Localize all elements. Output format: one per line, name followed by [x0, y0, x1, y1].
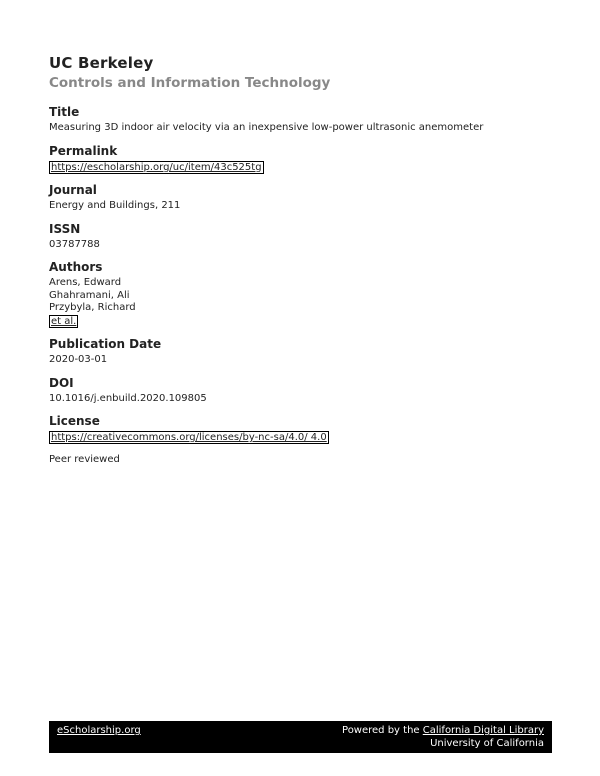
author-name: Ghahramani, Ali: [49, 289, 130, 301]
publication-date-field: [49, 337, 569, 367]
permalink-label: Permalink: [49, 143, 118, 158]
authors-field: [49, 260, 569, 328]
issn-field: [49, 222, 569, 252]
issn-label: ISSN: [49, 221, 81, 236]
license-field: [49, 414, 569, 445]
title-value: Measuring 3D indoor air velocity via an inexpensive low-power ultrasonic anemometer: [49, 122, 484, 133]
unit-name: Controls and Information Technology: [49, 75, 331, 91]
issn-value: 03787788: [49, 238, 100, 250]
doi-label: DOI: [49, 375, 74, 390]
permalink-link[interactable]: https://escholarship.org/uc/item/43c525tg: [51, 161, 262, 173]
author-name: Przybyla, Richard: [49, 302, 136, 313]
author-name: Arens, Edward: [49, 277, 122, 288]
footer-credits: [342, 724, 544, 750]
campus-name: UC Berkeley: [49, 54, 154, 72]
institution-name: University of California: [430, 738, 544, 749]
license-link[interactable]: https://creativecommons.org/licenses/by-nc-sa/4.0/ 4.0: [51, 432, 327, 443]
permalink-field: [49, 144, 569, 175]
escholarship-link[interactable]: eScholarship.org: [57, 725, 141, 736]
authors-label: Authors: [49, 260, 103, 274]
doi-field: [49, 376, 569, 406]
doi-value: 10.1016/j.enbuild.2020.109805: [49, 392, 207, 404]
more-authors-link[interactable]: et al.: [51, 315, 77, 327]
metadata-fields: [49, 105, 569, 466]
powered-by-text: Powered by the: [342, 725, 423, 736]
peer-review-status: Peer reviewed: [49, 453, 120, 465]
license-label: License: [49, 414, 100, 428]
journal-label: Journal: [49, 183, 97, 197]
journal-value: Energy and Buildings, 211: [49, 200, 181, 211]
page-header: [49, 54, 330, 92]
journal-field: [49, 183, 569, 213]
publication-date-value: 2020-03-01: [49, 354, 108, 365]
title-field: [49, 105, 569, 135]
title-label: Title: [49, 105, 80, 119]
page-footer: [49, 721, 552, 753]
publication-date-label: Publication Date: [49, 337, 162, 351]
cdl-link[interactable]: California Digital Library: [422, 725, 544, 736]
